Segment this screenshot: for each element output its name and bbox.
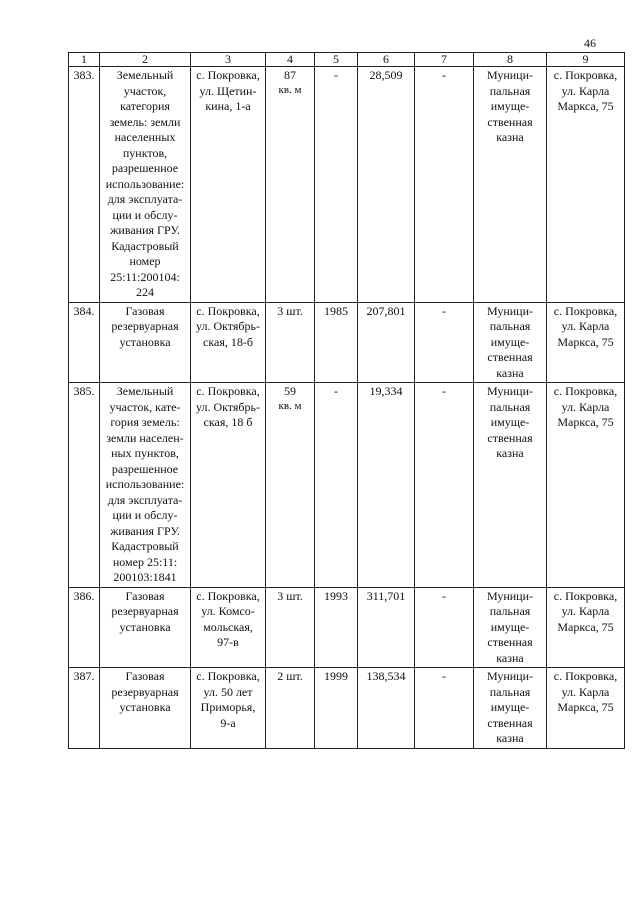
holder-address-line: ул. Карла [561, 684, 610, 699]
column-header: 9 [547, 53, 625, 67]
object-name-line: живания ГРУ. [110, 223, 180, 237]
ownership-basis-line: пальная [489, 83, 531, 98]
object-name-line: земель: земли [109, 114, 181, 129]
object-name-line: Газовая [125, 669, 165, 683]
column-header: 5 [315, 53, 358, 67]
object-name-line: номер 25:11: [112, 554, 178, 569]
ownership-basis-line: ственная [487, 715, 533, 730]
quantity-cell [266, 668, 315, 749]
address-line: ул. Октябрь- [196, 319, 260, 333]
spacer [317, 400, 355, 413]
address-line: Приморья, [200, 700, 256, 714]
spacer [317, 84, 355, 97]
table-row [69, 67, 625, 303]
table-row [69, 383, 625, 588]
ownership-basis-line: имуще- [490, 334, 530, 349]
ownership-basis-line: казна [496, 365, 524, 380]
object-name-line: ции и обслу- [112, 207, 178, 222]
year-value: 1993 [324, 588, 348, 603]
year-cell [315, 383, 358, 588]
object-name-line: 224 [136, 285, 154, 299]
ownership-basis-cell [474, 587, 547, 668]
address-line: ская, 18-б [203, 334, 253, 349]
row-number-cell: 387. [69, 668, 100, 749]
holder-address-cell [547, 67, 625, 303]
address-line: ул. Октябрь- [196, 399, 260, 414]
object-name-line: ных пунктов, [111, 446, 179, 460]
object-name-line: установка [119, 619, 171, 634]
object-name-line: для эксплуата- [107, 492, 183, 507]
spacer [417, 84, 471, 97]
holder-address-cell [547, 587, 625, 668]
table-row [69, 302, 625, 383]
address-line: с. Покровка, [196, 68, 260, 82]
spacer [417, 400, 471, 413]
quantity-value: 3 шт. [277, 303, 303, 318]
quantity-cell [266, 587, 315, 668]
address-cell [191, 587, 266, 668]
property-registry-table [68, 52, 625, 749]
ownership-basis-line: Муници- [486, 669, 534, 683]
object-name-line: Земельный [116, 384, 174, 398]
ownership-basis-line: ственная [487, 350, 533, 364]
object-name-line: 25:11:200104: [110, 269, 180, 284]
year-value: - [334, 68, 338, 82]
object-name-cell [100, 67, 191, 303]
object-name-cell [100, 383, 191, 588]
object-name-line: Газовая [125, 303, 165, 318]
object-name-line: Кадастровый [111, 238, 179, 253]
address-line: с. Покровка, [196, 669, 260, 683]
address-cell [191, 668, 266, 749]
quantity-value: 59 [284, 384, 296, 398]
quantity-unit: кв. м [278, 83, 302, 96]
address-line: 9-а [220, 715, 236, 730]
quantity-cell [266, 383, 315, 588]
object-name-line: Кадастровый [111, 539, 179, 553]
address-line: ская, 18 б [203, 415, 253, 429]
holder-address-line: Маркса, 75 [557, 334, 614, 349]
column-header: 3 [191, 53, 266, 67]
object-name-line: для эксплуата- [107, 192, 183, 206]
object-name-line: использование: [105, 477, 185, 491]
ownership-basis-line: казна [496, 731, 524, 745]
ownership-basis-line: пальная [489, 684, 531, 699]
value-amount: 311,701 [366, 588, 406, 603]
column-header: 6 [358, 53, 415, 67]
holder-address-line: с. Покровка, [553, 588, 618, 603]
column-7-value: - [442, 68, 446, 82]
year-value: 1985 [324, 303, 348, 318]
holder-address-line: ул. Карла [561, 604, 610, 618]
ownership-basis-line: ственная [487, 430, 533, 445]
ownership-basis-cell [474, 67, 547, 303]
column-header: 2 [100, 53, 191, 67]
column-header: 7 [415, 53, 474, 67]
value-amount: 138,534 [366, 669, 406, 683]
holder-address-line: Маркса, 75 [557, 700, 614, 714]
object-name-line: гория земель: [110, 415, 180, 429]
column-7-cell [415, 587, 474, 668]
ownership-basis-line: пальная [489, 604, 531, 618]
object-name-line: резервуарная [111, 319, 179, 333]
address-line: 97-в [217, 635, 239, 649]
ownership-basis-line: пальная [489, 399, 531, 414]
holder-address-cell [547, 668, 625, 749]
address-line: ул. Щетин- [199, 83, 257, 98]
spacer [360, 400, 412, 413]
object-name-line: 200103:1841 [113, 570, 177, 584]
ownership-basis-line: ственная [487, 635, 533, 649]
table-body [69, 67, 625, 749]
object-name-line: участок, кате- [109, 399, 181, 414]
ownership-basis-line: Муници- [486, 384, 534, 398]
row-number-cell: 385. [69, 383, 100, 588]
row-number-cell: 386. [69, 587, 100, 668]
column-header: 1 [69, 53, 100, 67]
ownership-basis-line: Муници- [486, 303, 534, 318]
holder-address-cell [547, 383, 625, 588]
object-name-line: резервуарная [111, 684, 179, 699]
year-cell [315, 587, 358, 668]
object-name-line: использование: [105, 176, 185, 191]
address-line: кина, 1-а [205, 99, 251, 113]
address-line: ул. Комсо- [201, 604, 255, 618]
object-name-cell [100, 668, 191, 749]
row-number-cell: 384. [69, 302, 100, 383]
column-7-value: - [442, 588, 446, 603]
value-cell [358, 587, 415, 668]
holder-address-line: Маркса, 75 [557, 619, 614, 634]
ownership-basis-line: имуще- [490, 415, 530, 429]
value-cell [358, 668, 415, 749]
quantity-value: 87 [284, 68, 296, 82]
value-cell [358, 67, 415, 303]
column-7-cell [415, 302, 474, 383]
object-name-line: участок, [123, 83, 167, 98]
object-name-line: установка [119, 700, 171, 714]
ownership-basis-line: казна [496, 650, 524, 665]
ownership-basis-cell [474, 383, 547, 588]
ownership-basis-line: имуще- [490, 99, 530, 113]
value-cell [358, 383, 415, 588]
object-name-line: пунктов, [122, 145, 168, 160]
column-7-cell [415, 67, 474, 303]
holder-address-line: с. Покровка, [553, 68, 618, 82]
holder-address-line: с. Покровка, [553, 384, 618, 398]
address-cell [191, 67, 266, 303]
holder-address-line: Маркса, 75 [557, 415, 614, 429]
object-name-line: земли населен- [106, 430, 184, 445]
quantity-cell [266, 302, 315, 383]
column-7-value: - [442, 669, 446, 683]
table-row [69, 587, 625, 668]
quantity-value: 2 шт. [277, 669, 303, 683]
year-value: - [334, 384, 338, 398]
object-name-line: установка [119, 334, 171, 349]
ownership-basis-line: казна [496, 130, 524, 144]
value-amount: 207,801 [366, 303, 406, 318]
ownership-basis-line: пальная [489, 319, 531, 333]
column-7-cell [415, 383, 474, 588]
value-cell [358, 302, 415, 383]
year-cell [315, 668, 358, 749]
quantity-cell [266, 67, 315, 303]
object-name-cell [100, 587, 191, 668]
object-name-line: живания ГРУ. [110, 523, 180, 538]
ownership-basis-line: Муници- [486, 588, 534, 603]
ownership-basis-line: казна [496, 446, 524, 460]
holder-address-line: с. Покровка, [553, 303, 618, 318]
column-header: 4 [266, 53, 315, 67]
holder-address-line: ул. Карла [561, 83, 610, 98]
spacer [360, 84, 412, 97]
ownership-basis-cell [474, 302, 547, 383]
ownership-basis-line: Муници- [486, 68, 534, 82]
address-line: с. Покровка, [196, 588, 260, 603]
quantity-unit: кв. м [278, 399, 302, 412]
ownership-basis-line: имуще- [490, 700, 530, 714]
object-name-line: разрешенное [111, 461, 179, 476]
object-name-cell [100, 302, 191, 383]
object-name-line: резервуарная [111, 604, 179, 618]
ownership-basis-cell [474, 668, 547, 749]
column-7-cell [415, 668, 474, 749]
ownership-basis-line: имуще- [490, 619, 530, 634]
column-7-value: - [442, 303, 446, 318]
address-line: ул. 50 лет [203, 684, 253, 699]
address-line: с. Покровка, [196, 384, 260, 398]
holder-address-line: ул. Карла [561, 399, 610, 414]
year-cell [315, 302, 358, 383]
object-name-line: разрешенное [111, 161, 179, 175]
ownership-basis-line: ственная [487, 114, 533, 129]
column-7-value: - [442, 384, 446, 398]
object-name-line: ции и обслу- [112, 508, 178, 522]
holder-address-line: с. Покровка, [553, 669, 618, 683]
address-line: с. Покровка, [196, 303, 260, 318]
page-number: 46 [584, 36, 596, 50]
address-cell [191, 383, 266, 588]
address-line: мольская, [203, 619, 253, 634]
year-value: 1999 [324, 669, 348, 683]
value-amount: 28,509 [369, 68, 403, 82]
holder-address-line: ул. Карла [561, 319, 610, 333]
object-name-line: населенных [114, 130, 176, 144]
address-cell [191, 302, 266, 383]
holder-address-cell [547, 302, 625, 383]
holder-address-line: Маркса, 75 [557, 99, 614, 113]
quantity-value: 3 шт. [277, 588, 303, 603]
object-name-line: Земельный [116, 68, 174, 82]
object-name-line: номер [129, 254, 161, 268]
object-name-line: Газовая [125, 588, 165, 603]
value-amount: 19,334 [369, 384, 403, 398]
year-cell [315, 67, 358, 303]
column-number-header-row [69, 53, 625, 67]
table-row [69, 668, 625, 749]
row-number-cell: 383. [69, 67, 100, 303]
object-name-line: категория [120, 99, 170, 113]
column-header: 8 [474, 53, 547, 67]
